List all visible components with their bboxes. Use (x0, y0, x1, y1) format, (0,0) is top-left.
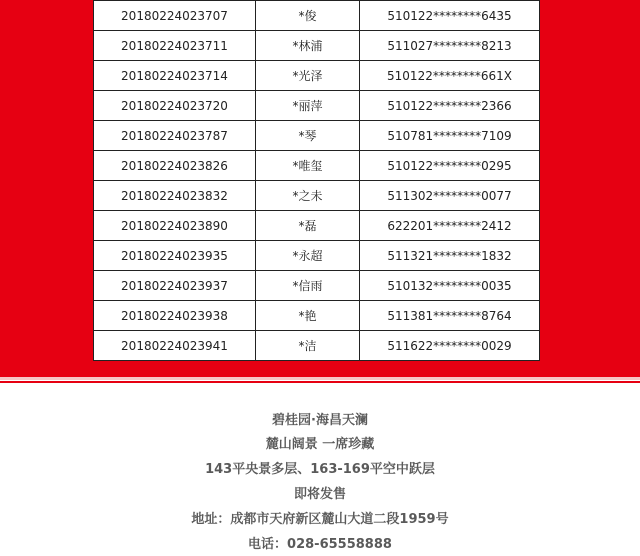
table-row (94, 31, 540, 61)
divider-light (0, 377, 640, 380)
registration-number-cell: 20180224023935 (94, 241, 256, 271)
table-row (94, 211, 540, 241)
table-row (94, 1, 540, 31)
table-row (94, 301, 540, 331)
footer (0, 385, 640, 556)
name-cell: *信雨 (256, 271, 360, 301)
address: 地址：成都市天府新区麓山大道二段1959号 (191, 512, 449, 527)
table-row (94, 121, 540, 151)
registration-number-cell: 20180224023787 (94, 121, 256, 151)
table-row (94, 271, 540, 301)
name-cell: *俊 (256, 1, 360, 31)
divider-red (0, 381, 640, 383)
id-number-cell: 511321********1832 (360, 241, 540, 271)
name-cell: *唯玺 (256, 151, 360, 181)
id-number-cell: 511302********0077 (360, 181, 540, 211)
id-number-cell: 511381********8764 (360, 301, 540, 331)
id-number-cell: 510122********6435 (360, 1, 540, 31)
table-row (94, 61, 540, 91)
name-cell: *琴 (256, 121, 360, 151)
registration-number-cell: 20180224023720 (94, 91, 256, 121)
id-number-cell: 510122********661X (360, 61, 540, 91)
name-cell: *永超 (256, 241, 360, 271)
phone: 电话：028-65558888 (248, 537, 392, 552)
registration-number-cell: 20180224023937 (94, 271, 256, 301)
unit-types: 143平央景多层、163-169平空中跃层 (205, 462, 435, 477)
name-cell: *磊 (256, 211, 360, 241)
id-number-cell: 511622********0029 (360, 331, 540, 361)
registration-number-cell: 20180224023707 (94, 1, 256, 31)
registration-number-cell: 20180224023890 (94, 211, 256, 241)
table-body (94, 1, 540, 361)
id-number-cell: 510122********0295 (360, 151, 540, 181)
registration-number-cell: 20180224023714 (94, 61, 256, 91)
winners-table (93, 0, 539, 361)
registration-number-cell: 20180224023941 (94, 331, 256, 361)
name-cell: *艳 (256, 301, 360, 331)
slogan: 麓山阔景 一席珍藏 (265, 437, 375, 452)
registration-number-cell: 20180224023711 (94, 31, 256, 61)
table-row (94, 331, 540, 361)
registration-number-cell: 20180224023826 (94, 151, 256, 181)
id-number-cell: 510122********2366 (360, 91, 540, 121)
name-cell: *林浦 (256, 31, 360, 61)
table-row (94, 241, 540, 271)
id-number-cell: 622201********2412 (360, 211, 540, 241)
id-number-cell: 510781********7109 (360, 121, 540, 151)
registration-number-cell: 20180224023938 (94, 301, 256, 331)
table-row (94, 151, 540, 181)
registration-number-cell: 20180224023832 (94, 181, 256, 211)
name-cell: *光泽 (256, 61, 360, 91)
id-number-cell: 511027********8213 (360, 31, 540, 61)
table-row (94, 181, 540, 211)
project-name: 碧桂园·海昌天澜 (272, 413, 368, 428)
id-number-cell: 510132********0035 (360, 271, 540, 301)
table-row (94, 91, 540, 121)
name-cell: *洁 (256, 331, 360, 361)
name-cell: *之未 (256, 181, 360, 211)
sale-status: 即将发售 (293, 487, 346, 502)
name-cell: *丽萍 (256, 91, 360, 121)
